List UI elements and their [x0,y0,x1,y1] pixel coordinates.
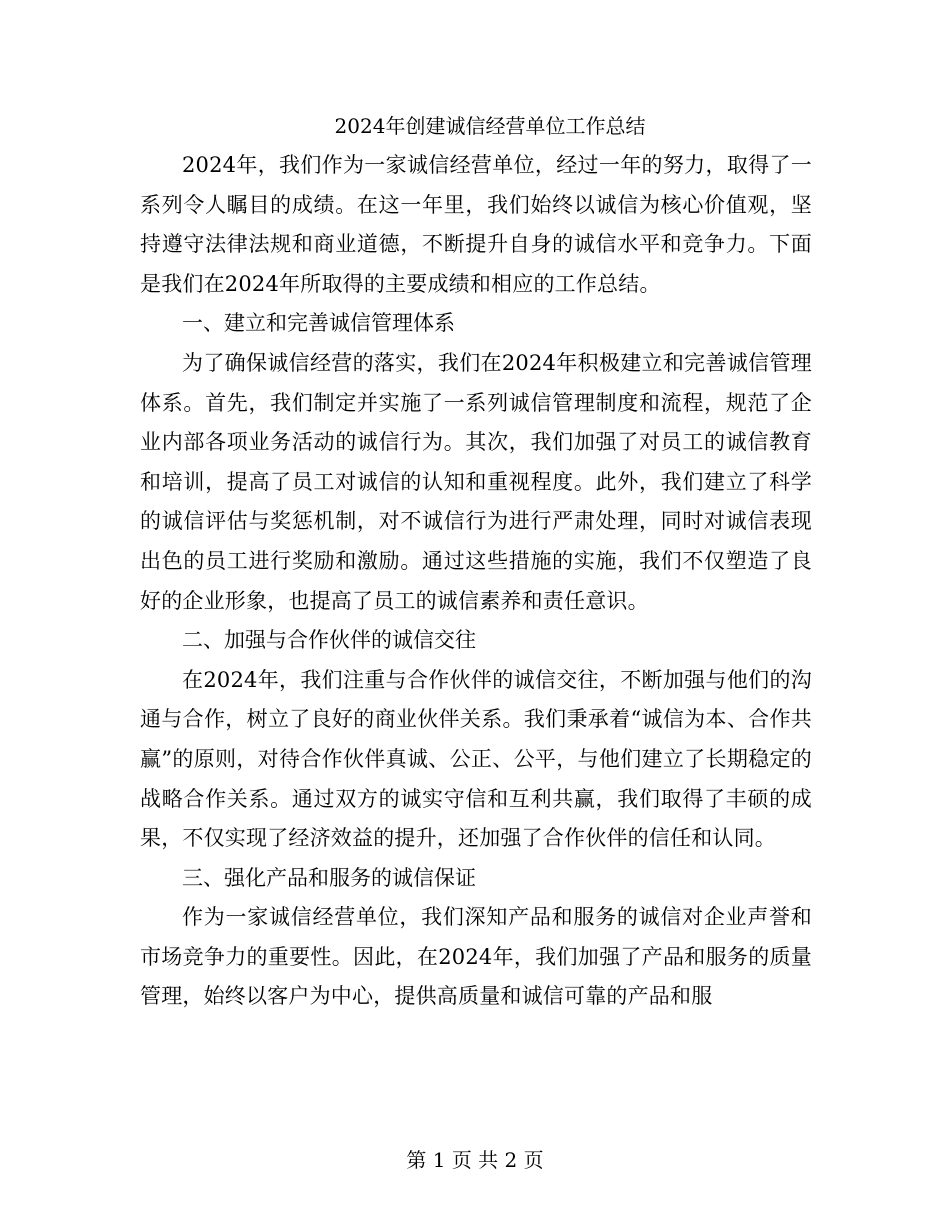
section-heading-2: 二、加强与合作伙伴的诚信交往 [182,628,476,653]
intro-paragraph: 2024年，我们作为一家诚信经营单位，经过一年的努力，取得了一系列令人瞩目的成绩。在这一年里，我们始终以诚信为核心价值观，坚持遵守法律法规和商业道德，不断提升自身的诚信水平和竞争力。下面是我们在2024年所取得的主要成绩和相应的工作总结。 [140,153,812,296]
section-heading-3: 三、强化产品和服务的诚信保证 [182,865,476,890]
section-heading-1: 一、建立和完善诚信管理体系 [182,311,455,336]
document-page [140,106,812,1017]
page-number-footer: 第 1 页 共 2 页 [406,1148,544,1172]
section-body-1: 为了确保诚信经营的落实，我们在2024年积极建立和完善诚信管理体系。首先，我们制定并实施了一系列诚信管理制度和流程，规范了企业内部各项业务活动的诚信行为。其次，我们加强了对员工的诚信教育和培训，提高了员工对诚信的认知和重视程度。此外，我们建立了科学的诚信评估与奖惩机制，对不诚信行为进行严肃处理，同时对诚信表现出色的员工进行奖励和激励。通过这些措施的实施，我们不仅塑造了良好的企业形象，也提高了员工的诚信素养和责任意识。 [140,350,812,613]
document-title: 2024年创建诚信经营单位工作总结 [334,114,646,138]
section-body-2: 在2024年，我们注重与合作伙伴的诚信交往，不断加强与他们的沟通与合作，树立了良好的商业伙伴关系。我们秉承着“诚信为本、合作共赢”的原则，对待合作伙伴真诚、公正、公平，与他们建立了长期稳定的战略合作关系。通过双方的诚实守信和互利共赢，我们取得了丰硕的成果，不仅实现了经济效益的提升，还加强了合作伙伴的信任和认同。 [140,667,812,851]
section-body-3: 作为一家诚信经营单位，我们深知产品和服务的诚信对企业声誉和市场竞争力的重要性。因此，在2024年，我们加强了产品和服务的质量管理，始终以客户为中心，提供高质量和诚信可靠的产品和服 [140,905,812,1009]
